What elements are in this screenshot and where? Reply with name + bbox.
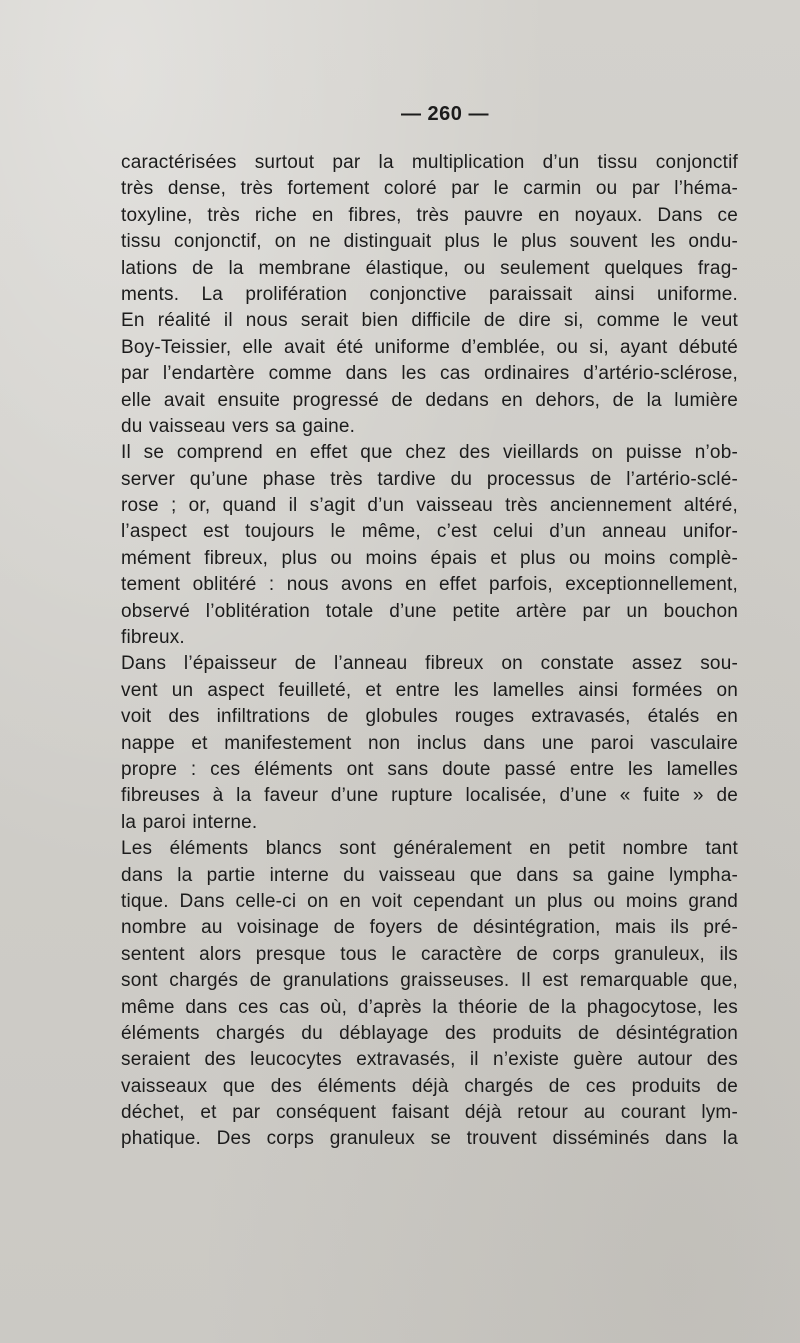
text-line: server qu’une phase très tardive du processus de l’artério-sclé- — [121, 468, 738, 490]
text-line: l’aspect est toujours le même, c’est celui d’un anneau unifor- — [121, 521, 738, 543]
text-line: la paroi interne. — [121, 811, 258, 833]
text-line: ments. La prolifération conjonctive paraissait ainsi uniforme. — [121, 283, 738, 305]
text-line: vaisseaux que des éléments déjà chargés de ces produits de — [121, 1075, 738, 1097]
text-line: tissu conjonctif, on ne distinguait plus le plus souvent les ondu- — [121, 231, 738, 253]
text-line: fibreuses à la faveur d’une rupture localisée, d’une « fuite » de — [121, 785, 738, 807]
text-line: rose ; or, quand il s’agit d’un vaisseau très anciennement altéré, — [121, 495, 738, 517]
page-number: — 260 — — [401, 103, 489, 125]
text-line: Les éléments blancs sont généralement en petit nombre tant — [121, 838, 738, 860]
text-line: vent un aspect feuilleté, et entre les lamelles ainsi formées on — [121, 679, 738, 701]
text-line: Boy-Teissier, elle avait été uniforme d’emblée, ou si, ayant débuté — [121, 336, 738, 358]
text-line: par l’endartère comme dans les cas ordinaires d’artério-sclérose, — [121, 363, 738, 385]
text-line: sont chargés de granulations graisseuses. Il est remarquable que, — [121, 970, 738, 992]
text-line: même dans ces cas où, d’après la théorie de la phagocytose, les — [121, 996, 738, 1018]
text-line: tique. Dans celle-ci on en voit cependant un plus ou moins grand — [121, 890, 738, 912]
text-line: propre : ces éléments ont sans doute passé entre les lamelles — [121, 758, 738, 780]
text-line: elle avait ensuite progressé de dedans en dehors, de la lumière — [121, 389, 738, 411]
text-line: nappe et manifestement non inclus dans une paroi vasculaire — [121, 732, 738, 754]
text-line: En réalité il nous serait bien difficile de dire si, comme le veut — [121, 310, 738, 332]
text-line: phatique. Des corps granuleux se trouvent disséminés dans la — [121, 1128, 738, 1150]
text-line: Dans l’épaisseur de l’anneau fibreux on constate assez sou- — [121, 653, 738, 675]
text-line: observé l’oblitération totale d’une petite artère par un bouchon — [121, 600, 738, 622]
text-line: déchet, et par conséquent faisant déjà retour au courant lym- — [121, 1102, 738, 1124]
text-line: Il se comprend en effet que chez des vieillards on puisse n’ob- — [121, 442, 738, 464]
text-line: fibreux. — [121, 627, 185, 649]
text-line: voit des infiltrations de globules rouges extravasés, étalés en — [121, 706, 738, 728]
text-line: sentent alors presque tous le caractère de corps granuleux, ils — [121, 943, 738, 965]
text-line: toxyline, très riche en fibres, très pauvre en noyaux. Dans ce — [121, 204, 738, 226]
body-text — [121, 150, 738, 1153]
text-line: caractérisées surtout par la multiplication d’un tissu conjonctif — [121, 152, 738, 173]
text-line: lations de la membrane élastique, ou seulement quelques frag- — [121, 257, 738, 279]
text-line: nombre au voisinage de foyers de désintégration, mais ils pré- — [121, 917, 738, 939]
text-line: très dense, très fortement coloré par le carmin ou par l’héma- — [121, 178, 738, 200]
text-line: du vaisseau vers sa gaine. — [121, 415, 356, 437]
text-line: dans la partie interne du vaisseau que dans sa gaine lympha- — [121, 864, 738, 886]
text-line: éléments chargés du déblayage des produits de désintégration — [121, 1022, 738, 1044]
text-line: tement oblitéré : nous avons en effet parfois, exceptionnellement, — [121, 574, 738, 596]
text-line: mément fibreux, plus ou moins épais et plus ou moins complè- — [121, 547, 738, 569]
text-line: seraient des leucocytes extravasés, il n’existe guère autour des — [121, 1049, 738, 1071]
